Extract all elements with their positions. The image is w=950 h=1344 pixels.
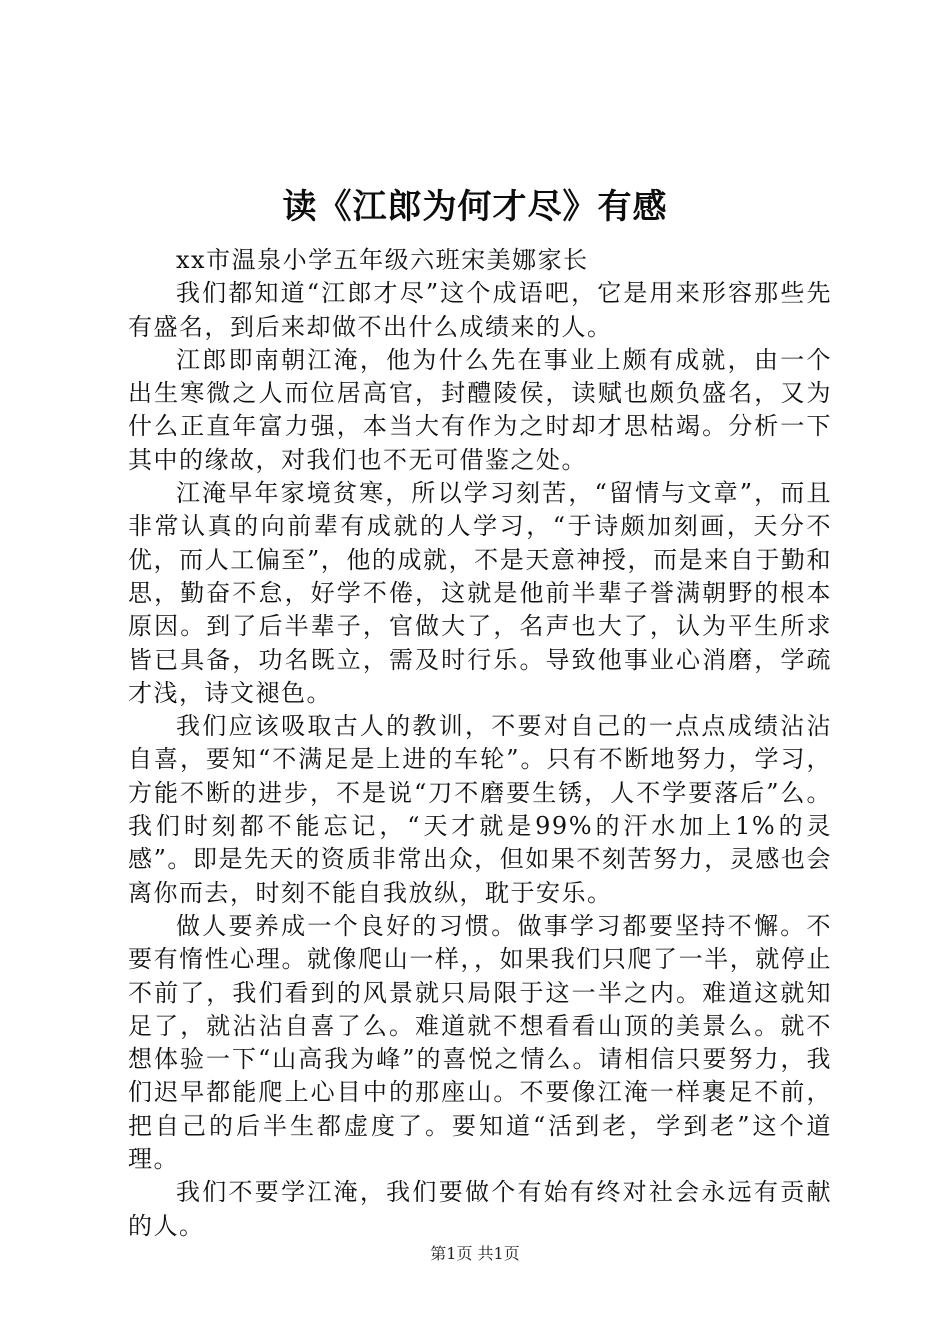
paragraph: 做人要养成一个良好的习惯。做事学习都要坚持不懈。不要有惰性心理。就像爬山一样，，如果我们只爬了一半，就停止不前了，我们看到的风景就只局限于这一半之内。难道这就知足了，就沾沾自喜了么。难道就不想看看山顶的美景么。就不想体验一下“山高我为峰”的喜悦之情么。请相信只要努力，我们迟早都能爬上心目中的那座山。不要像江淹一样裹足不前，把自己的后半生都虚度了。要知道“活到老，学到老”这个道理。 [128,911,832,1174]
document-body [128,244,832,1243]
page-number-footer: 第1页 共1页 [430,1244,520,1263]
paragraph: 我们都知道“江郎才尽”这个成语吧，它是用来形容那些先有盛名，到后来却做不出什么成绩来的人。 [128,279,832,341]
document-title: 读《江郎为何才尽》有感 [282,187,668,227]
paragraph: 我们应该吸取古人的教训，不要对自己的一点点成绩沾沾自喜，要知“不满足是上进的车轮”。只有不断地努力，学习，方能不断的进步，不是说“刀不磨要生锈，人不学要落后”么。我们时刻都不能忘记，“天才就是99%的汗水加上1%的灵感”。即是先天的资质非常出众，但如果不刻苦努力，灵感也会离你而去，时刻不能自我放纵，耽于安乐。 [128,712,832,907]
paragraph: 江郎即南朝江淹，他为什么先在事业上颇有成就，由一个出生寒微之人而位居高官，封醴陵侯，读赋也颇负盛名，又为什么正直年富力强，本当大有作为之时却才思枯竭。分析一下其中的缘故，对我们也不无可借鉴之处。 [128,345,832,474]
author-line: xx市温泉小学五年级六班宋美娜家长 [176,246,589,274]
paragraph: 我们不要学江淹，我们要做个有始有终对社会永远有贡献的人。 [128,1178,832,1240]
paragraph: 江淹早年家境贫寒，所以学习刻苦，“留情与文章”，而且非常认真的向前辈有成就的人学习，“于诗颇加刻画，天分不优，而人工偏至”，他的成就，不是天意神授，而是来自于勤和思，勤奋不怠，好学不倦，这就是他前半辈子誉满朝野的根本原因。到了后半辈子，官做大了，名声也大了，认为平生所求皆已具备，功名既立，需及时行乐。导致他事业心消磨，学疏才浅，诗文褪色。 [128,479,832,707]
